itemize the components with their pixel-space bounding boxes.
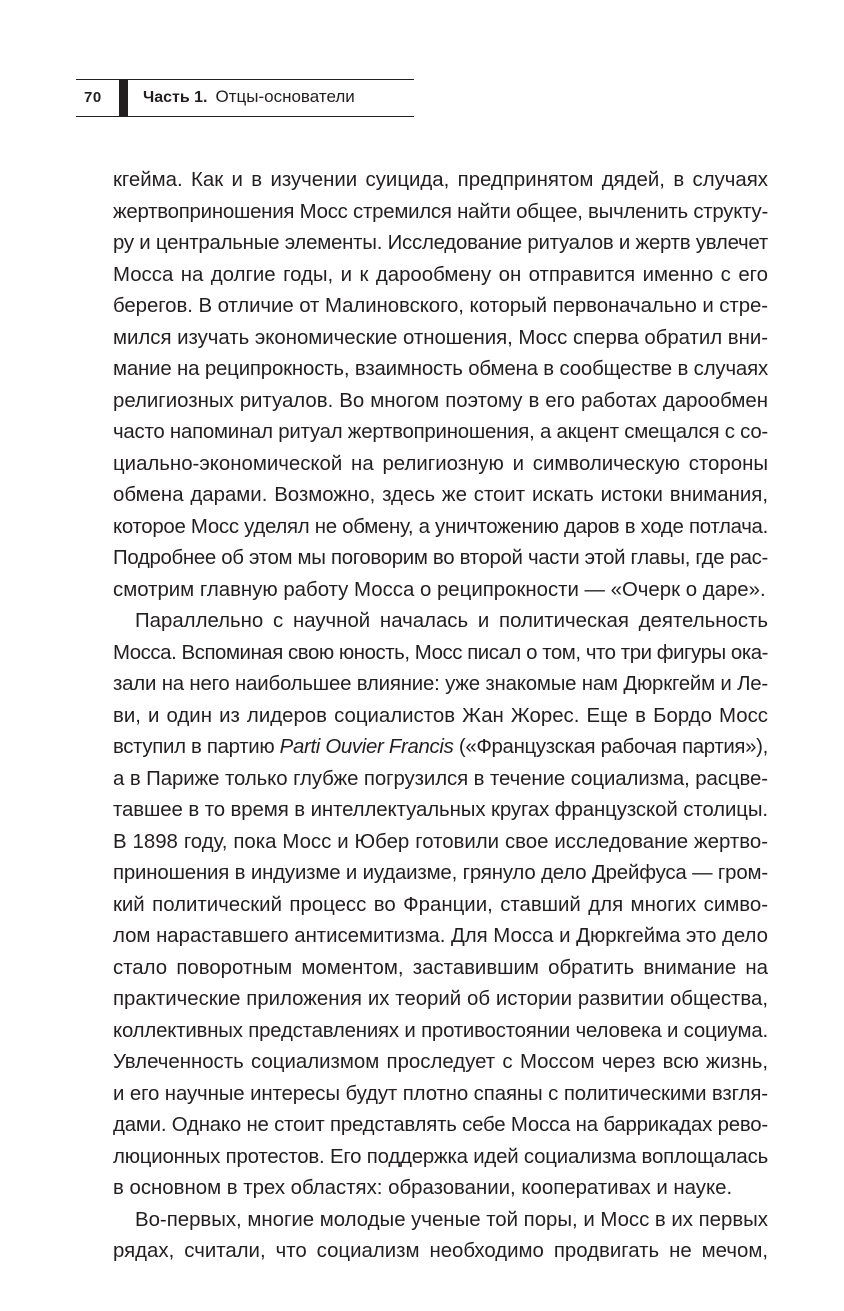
party-gloss: («Французская рабочая партия»), [453, 736, 768, 758]
text-line: рядах, считали, что социализм необходимо продвигать не мечом, [113, 1240, 768, 1262]
text-line: мился изучать экономические отношения, Мосс сперва обратил вни- [113, 326, 768, 349]
chapter-title: Отцы-основатели [215, 87, 355, 106]
text-line: тавшее в то время в интеллектуальных кругах французской столицы. [113, 799, 769, 821]
text-line: Во-первых, многие молодые ученые той поры, и Мосс в их первых [135, 1208, 768, 1231]
text-line: берегов. В отличие от Малиновского, который первоначально и стре- [113, 295, 769, 317]
text-line: ви, и один из лидеров социалистов Жан Жорес. Еще в Бордо Мосс [113, 704, 768, 727]
text-line: дами. Однако не стоит представлять себе Мосса на баррикадах рево- [113, 1114, 768, 1136]
text-line: в основном в трех областях: образовании, кооперативах и науке. [113, 1177, 733, 1199]
text-line: смотрим главную работу Мосса о реципрокности — «Очерк о даре». [113, 578, 766, 601]
text-line-with-italic [113, 732, 768, 764]
text-line: зали на него наибольшее влияние: уже знакомые нам Дюркгейм и Ле- [113, 673, 769, 695]
paragraph-1 [113, 165, 768, 606]
text-fragment: вступил в партию [113, 736, 280, 758]
text-line: мание на реципрокность, взаимность обмена в сообществе в случаях [113, 358, 769, 380]
header-divider-bar [119, 79, 128, 116]
text-line: Мосса. Вспоминая свою юность, Мосс писал о том, что три фигуры ока- [113, 641, 769, 664]
text-line: жертвоприношения Мосс стремился найти общее, вычленить структу- [113, 200, 769, 223]
text-line: лом нараставшего антисемитизма. Для Мосса и Дюркгейма это дело [113, 925, 768, 947]
text-line: Параллельно с научной началась и политическая деятельность [135, 610, 768, 632]
text-line: кгейма. Как и в изучении суицида, предпринятом дядей, в случаях [113, 169, 768, 191]
text-line: религиозных ритуалов. Во многом поэтому в его работах дарообмен [113, 389, 768, 412]
text-line: часто напоминал ритуал жертвоприношения, а акцент смещался с со- [113, 421, 768, 443]
text-line: Подробнее об этом мы поговорим во второй части этой главы, где рас- [113, 547, 768, 569]
text-line: коллективных представлениях и противостоянии человека и социума. [113, 1019, 768, 1042]
text-line: практические приложения их теорий об истории развитии общества, [113, 988, 768, 1010]
text-line: Увлеченность социализмом проследует с Моссом через всю жизнь, [113, 1051, 768, 1073]
text-line: и его научные интересы будут плотно спаяны с политическими взгля- [113, 1082, 768, 1105]
text-line: В 1898 году, пока Мосс и Юбер готовили свое исследование жертво- [113, 830, 768, 853]
text-line: стало поворотным моментом, заставившим обратить внимание на [113, 956, 768, 979]
header-title [143, 87, 355, 107]
text-line: обмена дарами. Возможно, здесь же стоит искать истоки внимания, [113, 484, 768, 506]
text-line: Мосса на долгие годы, и к дарообмену он отправится именно с его [113, 263, 768, 286]
page-number: 70 [84, 89, 102, 106]
running-header [76, 79, 414, 117]
body-text [113, 165, 768, 1268]
text-line: кий политический процесс во Франции, ставший для многих симво- [113, 893, 768, 916]
text-line: ру и центральные элементы. Исследование ритуалов и жертв увлечет [113, 232, 768, 254]
text-line: циально-экономической на религиозную и символическую стороны [113, 452, 768, 475]
text-line: люционных протестов. Его поддержка идей социализма воплощалась [113, 1145, 768, 1168]
text-line: приношения в индуизме и иудаизме, грянуло дело Дрейфуса — гром- [113, 862, 768, 884]
text-line: а в Париже только глубже погрузился в течение социализма, расцве- [113, 767, 768, 790]
party-name: Parti Ouvier Francis [279, 736, 454, 758]
paragraph-2 [113, 606, 768, 1205]
part-label: Часть 1. [143, 89, 208, 106]
text-line: которое Мосс уделял не обмену, а уничтожению даров в ходе потлача. [113, 515, 768, 538]
paragraph-3 [113, 1205, 768, 1268]
